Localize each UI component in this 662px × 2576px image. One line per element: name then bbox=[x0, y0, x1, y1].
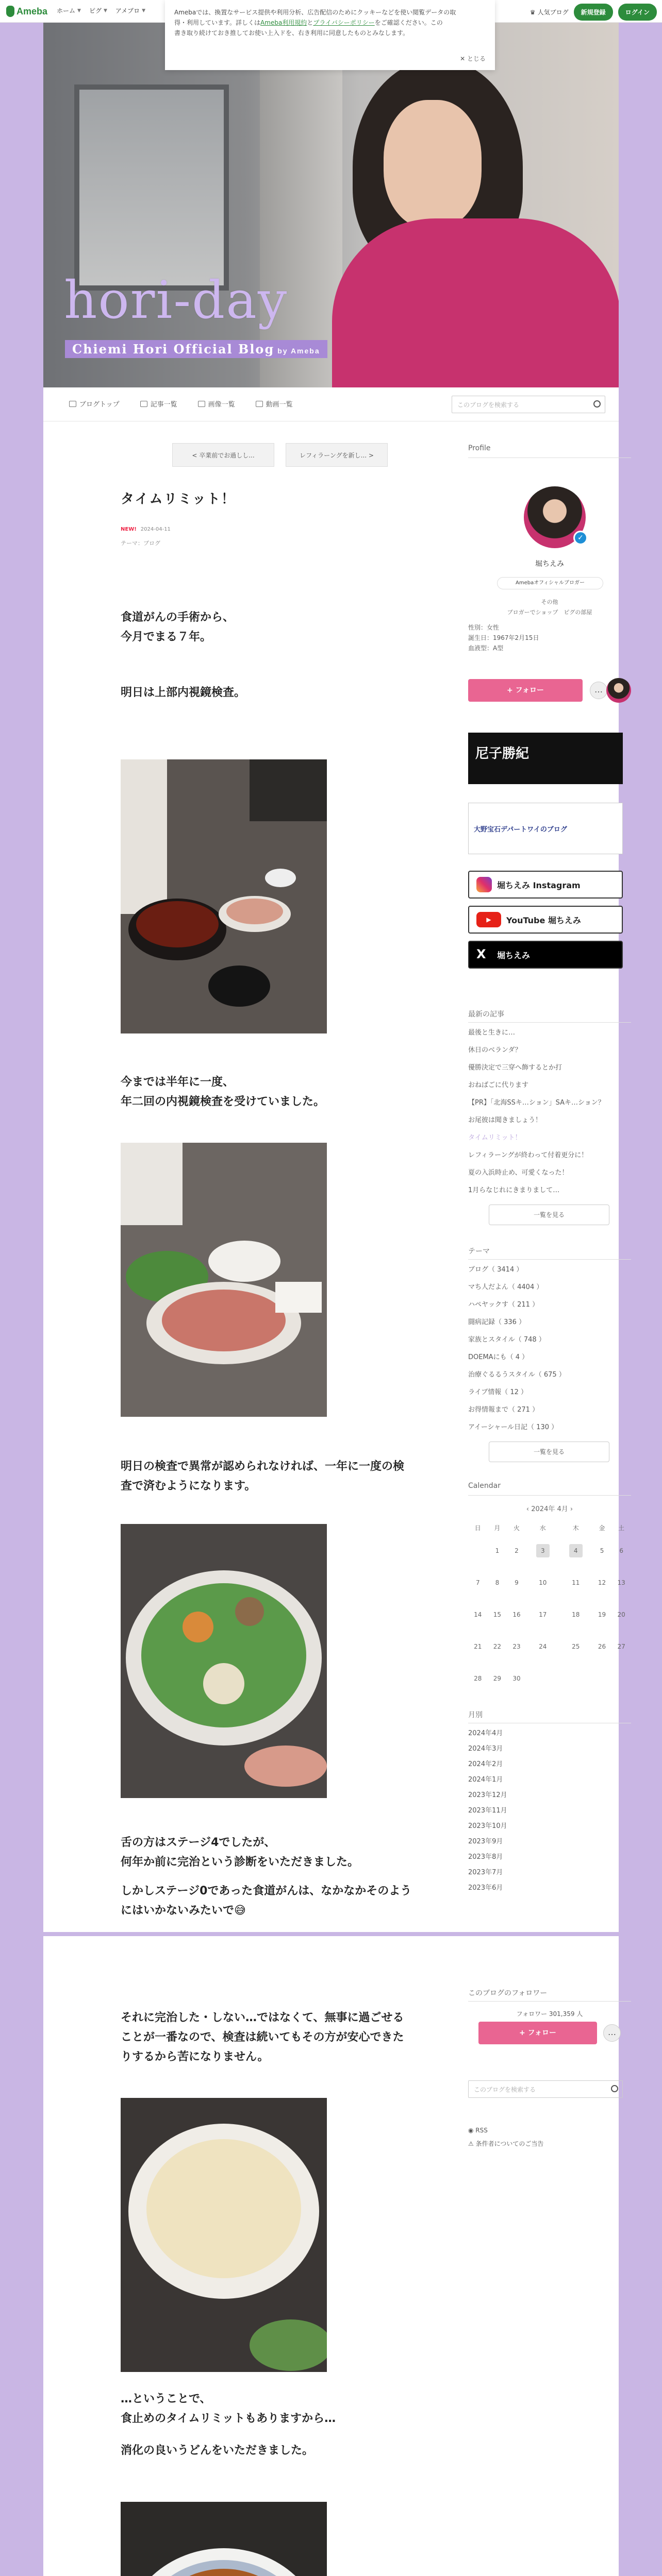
archive-item[interactable]: 2023年7月 bbox=[468, 1869, 503, 1876]
recent-item[interactable]: 最後と生きに… bbox=[468, 1029, 516, 1037]
terms-link[interactable]: Ameba利用規約 bbox=[260, 19, 307, 26]
signup-button[interactable]: 新規登録 bbox=[574, 4, 613, 21]
header-portrait-face bbox=[384, 100, 482, 229]
recent-item[interactable]: レフィラーングが終わって付着更分に！ bbox=[468, 1151, 588, 1159]
nav-home-label: ホーム bbox=[57, 7, 76, 14]
nav-entry-list[interactable] bbox=[140, 399, 177, 409]
profile-gender: 性別：女性 bbox=[468, 624, 500, 631]
calendar-day: 13 bbox=[617, 1579, 625, 1586]
paragraph-1: 食道がんの手術から、 今月でまる７年。 bbox=[121, 611, 235, 643]
calendar-day bbox=[526, 1663, 559, 1694]
search-icon[interactable] bbox=[593, 400, 601, 408]
prev-entry-link[interactable]: < 卒業前でお過しし... bbox=[172, 443, 274, 467]
theme-list bbox=[468, 1261, 631, 1436]
theme-item[interactable]: DOEMAにも（ 4 ） bbox=[468, 1353, 529, 1361]
blog-powered-by: by Ameba bbox=[277, 347, 320, 355]
weekday: 水 bbox=[539, 1524, 546, 1532]
ameba-logo-text: Ameba bbox=[16, 6, 48, 16]
calendar-day: 29 bbox=[493, 1675, 502, 1682]
weekday: 日 bbox=[474, 1524, 481, 1532]
calendar-day: 2 bbox=[515, 1547, 519, 1554]
calendar-day: 10 bbox=[539, 1579, 547, 1586]
article-meta bbox=[121, 527, 171, 532]
article-pager bbox=[121, 443, 388, 467]
calendar-day-label: 3 bbox=[536, 1544, 550, 1557]
calendar-day: 9 bbox=[515, 1579, 519, 1586]
calendar-day: 6 bbox=[619, 1547, 623, 1554]
report-label: 条件者についてのご当告 bbox=[475, 2140, 544, 2147]
new-badge: NEW! bbox=[121, 527, 137, 532]
calendar-day bbox=[611, 1663, 631, 1694]
notice-line-4: 書き取り続けておき推してお使い上入ドを、右き利用に同意したものとみなします。 bbox=[174, 29, 409, 37]
theme-item[interactable]: お得情報まで（ 271 ） bbox=[468, 1406, 539, 1414]
nav-blog-top-label: ブログトップ bbox=[79, 401, 120, 409]
banner-amako[interactable]: 尼子勝紀 bbox=[468, 733, 623, 784]
nav-image-list[interactable] bbox=[198, 399, 235, 409]
notice-text-2: 得・利用しています。詳しくは bbox=[174, 19, 261, 26]
calendar-week bbox=[468, 1535, 631, 1567]
next-entry-link[interactable]: レフィラーングを新し... > bbox=[286, 443, 388, 467]
calendar-day: 17 bbox=[539, 1611, 547, 1618]
calendar-day: 19 bbox=[598, 1611, 606, 1618]
follower-count: フォロワー 301,359 人 bbox=[516, 2010, 583, 2018]
photo-meat-platter[interactable] bbox=[121, 1143, 327, 1417]
recent-item[interactable]: 優勝決定で三穿へ飾するとか打 bbox=[468, 1064, 562, 1072]
archive-item[interactable]: 2024年3月 bbox=[468, 1745, 503, 1753]
paragraph-4: 明日の検査で異常が認められなければ、一年に一度の検 査で済むようになります。 bbox=[121, 1460, 405, 1493]
recent-item[interactable]: 【PR】「北海SSキ…ション」SAキ…ション？ bbox=[468, 1099, 605, 1107]
crown-icon: ♛ bbox=[529, 8, 536, 16]
article-theme[interactable]: テーマ：ブログ bbox=[121, 540, 160, 547]
header-window-photo bbox=[74, 84, 229, 291]
archive-item[interactable]: 2023年10月 bbox=[468, 1822, 507, 1830]
calendar-day: 7 bbox=[475, 1579, 480, 1586]
nav-blog-top[interactable] bbox=[69, 399, 120, 409]
photo-vegetable-pot[interactable] bbox=[121, 1524, 327, 1798]
sidebar bbox=[468, 442, 631, 1926]
blog-subtitle-text: Chiemi Hori Official Blog bbox=[72, 342, 275, 357]
instagram-icon bbox=[476, 877, 492, 892]
profile-name[interactable]: 堀ちえみ bbox=[535, 560, 564, 568]
banner-jewelry[interactable]: 大野宝石デパートワイのブログ bbox=[468, 803, 623, 854]
blog-search-placeholder: このブログを検索する bbox=[457, 401, 520, 409]
official-badge: Amebaオフィシャルブロガー bbox=[497, 577, 603, 589]
calendar-day: 1 bbox=[495, 1547, 500, 1554]
camera-icon bbox=[198, 401, 205, 407]
blog-subtitle bbox=[65, 340, 327, 358]
recent-item[interactable]: 1月らなじれにきまりまして… bbox=[468, 1187, 560, 1194]
paragraph-2: 明日は上部内視鏡検査。 bbox=[121, 686, 246, 699]
document-icon bbox=[140, 401, 147, 407]
recent-heading: 最新の記事 bbox=[468, 1010, 504, 1019]
recent-more-button[interactable]: 一覧を見る bbox=[489, 1205, 609, 1225]
account-actions bbox=[530, 4, 657, 21]
recent-item[interactable]: お尾彼は聞きましょう！ bbox=[468, 1116, 542, 1124]
photo-udon-noodles[interactable] bbox=[121, 2098, 327, 2372]
rss-label: RSS bbox=[475, 2127, 488, 2134]
notice-and: と bbox=[307, 19, 313, 26]
header-portrait-body bbox=[332, 218, 619, 387]
calendar-month bbox=[468, 1503, 631, 1513]
theme-item[interactable]: 治療ぐるるうスタイル（ 675 ） bbox=[468, 1371, 566, 1379]
calendar-day bbox=[559, 1663, 592, 1694]
calendar-day-label: 4 bbox=[569, 1544, 583, 1557]
report-icon: ⚠ bbox=[468, 2140, 476, 2147]
calendar-day: 28 bbox=[474, 1675, 482, 1682]
recent-item[interactable]: 休日のベランダ？ bbox=[468, 1046, 522, 1054]
calendar-day: 27 bbox=[617, 1643, 625, 1650]
rss-icon: ◉ bbox=[468, 2127, 476, 2134]
privacy-link[interactable]: プライバシーポリシー bbox=[313, 19, 375, 26]
chevron-down-icon: ▼ bbox=[142, 8, 146, 13]
prev-month-icon[interactable]: ‹ bbox=[526, 1505, 532, 1513]
photo-hotpot-table-image bbox=[121, 759, 327, 1033]
calendar-day: 23 bbox=[512, 1643, 521, 1650]
theme-item[interactable]: ブログ（ 3414 ） bbox=[468, 1266, 523, 1274]
calendar-day: 20 bbox=[617, 1611, 625, 1618]
sidebar-search-placeholder: このブログを検索する bbox=[474, 2086, 536, 2093]
sidebar-search-input[interactable] bbox=[468, 2080, 623, 2098]
popular-blog-link[interactable] bbox=[530, 8, 569, 16]
calendar-week bbox=[468, 1567, 631, 1599]
youtube-icon: ▶ bbox=[476, 912, 501, 927]
calendar-day: 26 bbox=[598, 1643, 606, 1650]
recent-item[interactable]: おねばごに代ります bbox=[468, 1081, 529, 1089]
calendar-grid bbox=[468, 1520, 631, 1694]
global-nav bbox=[57, 6, 145, 15]
theme-item[interactable]: 家族とスタイル（ 748 ） bbox=[468, 1336, 545, 1344]
calendar-day bbox=[592, 1663, 612, 1694]
calendar-day: 14 bbox=[474, 1611, 482, 1618]
nav-ameblo-label: アメブロ bbox=[115, 7, 140, 14]
nav-video-list[interactable] bbox=[256, 399, 293, 409]
nav-pigg[interactable] bbox=[89, 6, 107, 15]
calendar-day: 30 bbox=[512, 1675, 521, 1682]
calendar-day bbox=[468, 1535, 488, 1567]
nav-pigg-label: ピグ bbox=[89, 7, 102, 14]
x-link[interactable] bbox=[468, 941, 623, 969]
nav-video-list-label: 動画一覧 bbox=[266, 401, 293, 409]
verified-icon: ✓ bbox=[573, 531, 588, 545]
video-icon bbox=[256, 401, 263, 407]
photo-meat-platter-image bbox=[121, 1143, 327, 1417]
youtube-link[interactable] bbox=[468, 906, 623, 934]
recent-list bbox=[468, 1024, 631, 1199]
photo-udon-bowl-image bbox=[121, 2502, 327, 2576]
rss-link[interactable] bbox=[468, 2127, 488, 2134]
weekday: 土 bbox=[618, 1524, 625, 1532]
calendar-month-label: 2024年 4月 bbox=[531, 1505, 568, 1513]
calendar-week bbox=[468, 1631, 631, 1663]
calendar-day: 22 bbox=[493, 1643, 502, 1650]
x-label: 堀ちえみ bbox=[497, 950, 531, 960]
blog-nav bbox=[43, 387, 619, 421]
paragraph-9: 消化の良いうどんをいただきました。 bbox=[121, 2444, 314, 2457]
weekday: 木 bbox=[572, 1524, 579, 1532]
login-button[interactable]: ログイン bbox=[618, 4, 657, 21]
theme-more-button[interactable]: 一覧を見る bbox=[489, 1442, 609, 1462]
profile-birthday: 誕生日：1967年2月15日 bbox=[468, 634, 539, 641]
nav-entry-list-label: 記事一覧 bbox=[150, 401, 177, 409]
calendar-day: 16 bbox=[512, 1611, 521, 1618]
photo-udon-noodles-image bbox=[121, 2098, 327, 2372]
youtube-label: YouTube 堀ちえみ bbox=[506, 915, 581, 925]
chevron-down-icon: ▼ bbox=[103, 8, 107, 13]
archive-item[interactable]: 2023年9月 bbox=[468, 1838, 503, 1845]
calendar-day: 24 bbox=[539, 1643, 547, 1650]
divider bbox=[468, 1022, 631, 1023]
content-panel-2 bbox=[43, 1936, 619, 2576]
sidebar-continued bbox=[468, 1988, 631, 2194]
divider bbox=[468, 457, 631, 458]
calendar-day: 21 bbox=[474, 1643, 482, 1650]
chevron-down-icon: ▼ bbox=[77, 8, 81, 13]
calendar-day: 5 bbox=[600, 1547, 604, 1554]
x-icon: X bbox=[476, 947, 486, 961]
recent-item-current[interactable]: タイムリミット！ bbox=[468, 1134, 522, 1142]
paragraph-6: しかしステージ0であった食道がんは、なかなかそのよう にはいかないみたいで😅 bbox=[121, 1885, 412, 1917]
profile-thumb[interactable] bbox=[606, 678, 631, 703]
nav-home[interactable] bbox=[57, 6, 81, 15]
calendar-weekdays bbox=[468, 1520, 631, 1535]
header-wall-photo bbox=[260, 23, 342, 387]
calendar-day: 12 bbox=[598, 1579, 606, 1586]
paragraph-3: 今までは半年に一度、 年二回の内視鏡検査を受けていました。 bbox=[121, 1076, 325, 1108]
calendar-day-entry[interactable] bbox=[559, 1535, 592, 1567]
calendar-heading: Calendar bbox=[468, 1482, 501, 1490]
theme-item[interactable]: アイーシャール日記（ 130 ） bbox=[468, 1423, 558, 1431]
divider bbox=[468, 1259, 631, 1260]
notice-line-1: Amebaでは、換置なサービス提供や利用分析、広告配信のためにクッキーなどを使い閲覧データの取 bbox=[174, 9, 456, 16]
nav-ameblo[interactable] bbox=[115, 6, 145, 15]
article-title[interactable]: タイムリミット！ bbox=[121, 492, 236, 507]
more-options-button-2[interactable]: … bbox=[603, 2024, 621, 2042]
popular-blog-label: 人気ブログ bbox=[537, 9, 569, 16]
archive-heading: 月別 bbox=[468, 1711, 483, 1719]
archive-item[interactable]: 2023年12月 bbox=[468, 1791, 507, 1799]
photo-vegetable-pot-image bbox=[121, 1524, 327, 1798]
archive-list bbox=[468, 1726, 631, 1896]
theme-heading: テーマ bbox=[468, 1247, 490, 1256]
photo-udon-bowl[interactable] bbox=[121, 2502, 327, 2576]
notice-close-button[interactable]: ✕ とじる bbox=[460, 55, 486, 62]
notice-text-3: をご確認ください。この bbox=[374, 19, 443, 26]
profile-sub[interactable]: ブロガーでショップ ピグの部屋 bbox=[507, 609, 592, 616]
calendar-week bbox=[468, 1663, 631, 1694]
calendar-day: 15 bbox=[493, 1611, 502, 1618]
profile-role: その他 bbox=[541, 599, 558, 605]
profile-heading: Profile bbox=[468, 444, 491, 452]
photo-hotpot-table[interactable] bbox=[121, 759, 327, 1033]
paragraph-7: それに完治した・しない…ではなくて、無事に過ごせる ことが一番なので、検査は続いてもその方が安心できた りするから苦になりません。 bbox=[121, 2011, 404, 2063]
calendar-day: 18 bbox=[572, 1611, 580, 1618]
paragraph-8: …ということで、 食止めのタイムリミットもありますから… bbox=[121, 2393, 336, 2425]
blog-title: hori-day bbox=[64, 270, 288, 330]
divider bbox=[468, 1495, 631, 1496]
content-panel-1 bbox=[43, 421, 625, 1932]
archive-item[interactable]: 2023年6月 bbox=[468, 1884, 503, 1892]
theme-item[interactable]: ハペヤックす（ 211 ） bbox=[468, 1301, 539, 1309]
recent-item[interactable]: 夏の入浜時止め、可愛くなった！ bbox=[468, 1169, 569, 1177]
paragraph-5: 舌の方はステージ4でしたが、 何年か前に完治という診断をいただきました。 bbox=[121, 1836, 359, 1869]
cookie-notice bbox=[165, 0, 495, 70]
theme-item[interactable]: マち人だよん（ 4404 ） bbox=[468, 1283, 543, 1291]
followers-heading: このブログのフォロワー bbox=[468, 1989, 548, 1997]
nav-image-list-label: 画像一覧 bbox=[208, 401, 235, 409]
instagram-label: 堀ちえみ Instagram bbox=[497, 880, 581, 890]
archive-item[interactable]: 2024年1月 bbox=[468, 1776, 503, 1784]
archive-item[interactable]: 2023年11月 bbox=[468, 1807, 507, 1815]
calendar-week bbox=[468, 1599, 631, 1631]
profile-info bbox=[468, 622, 539, 653]
archive-item[interactable]: 2023年8月 bbox=[468, 1853, 503, 1861]
profile-blood: 血液型：A型 bbox=[468, 645, 504, 652]
weekday: 金 bbox=[599, 1524, 605, 1532]
calendar-day: 11 bbox=[572, 1579, 580, 1586]
blog-nav-items bbox=[69, 399, 293, 409]
article-date: 2024-04-11 bbox=[140, 527, 171, 532]
more-options-button[interactable]: … bbox=[590, 682, 607, 699]
theme-item[interactable]: ライブ情報（ 12 ） bbox=[468, 1388, 528, 1396]
calendar bbox=[468, 1503, 631, 1694]
follow-button-2[interactable]: + フォロー bbox=[478, 2022, 597, 2044]
blog-search-input[interactable] bbox=[452, 396, 605, 413]
next-month-icon[interactable]: › bbox=[568, 1505, 573, 1513]
report-link[interactable] bbox=[468, 2139, 543, 2148]
divider bbox=[468, 2001, 631, 2002]
home-icon bbox=[69, 401, 76, 407]
ameba-logo-icon bbox=[6, 6, 14, 17]
weekday: 月 bbox=[494, 1524, 501, 1532]
calendar-day: 8 bbox=[495, 1579, 500, 1586]
notice-line-2 bbox=[174, 18, 486, 28]
weekday: 火 bbox=[513, 1524, 520, 1532]
theme-item[interactable]: 闘病記録（ 336 ） bbox=[468, 1318, 526, 1326]
archive-item[interactable]: 2024年2月 bbox=[468, 1760, 503, 1768]
calendar-day: 25 bbox=[572, 1643, 580, 1650]
search-icon[interactable] bbox=[611, 2085, 618, 2092]
blog-header-image[interactable] bbox=[43, 23, 619, 387]
ameba-logo[interactable] bbox=[6, 5, 47, 18]
calendar-day-entry[interactable] bbox=[526, 1535, 559, 1567]
archive-item[interactable]: 2024年4月 bbox=[468, 1730, 503, 1737]
follow-button[interactable]: + フォロー bbox=[468, 679, 583, 702]
instagram-link[interactable] bbox=[468, 871, 623, 899]
